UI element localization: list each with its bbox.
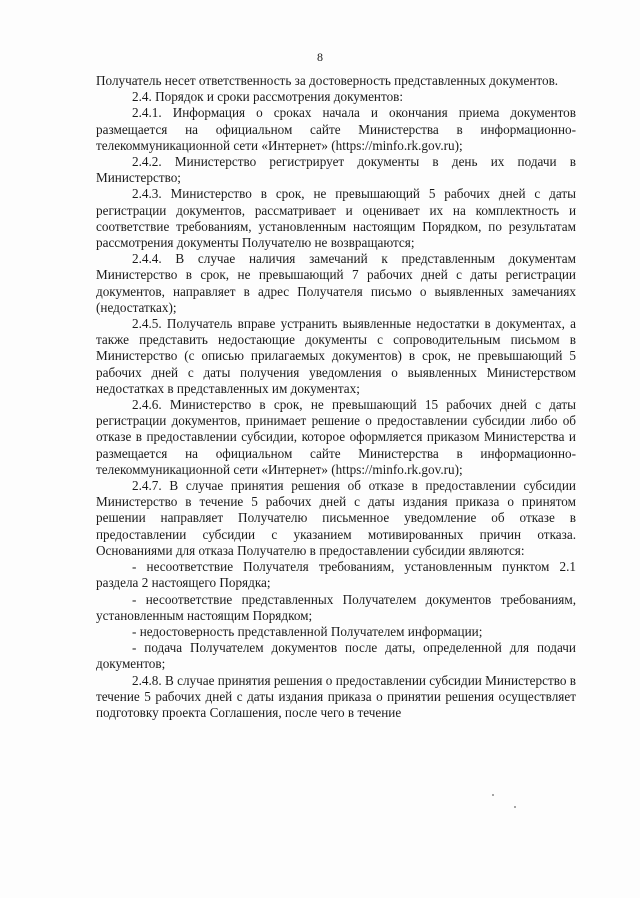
paragraph: 2.4.7. В случае принятия решения об отказе в предоставлении субсидии Министерство в течение 5 рабочих дней с даты издания приказа о принятом решении направляет Получателю письменное уведомление об отказе в предоставлении субсидии с указанием мотивированных причин отказа. Основаниями для отказа Получателю в предоставлении субсидии являются: [96,478,576,558]
list-item: - несоответствие Получателя требованиям, установленным пунктом 2.1 раздела 2 настоящего Порядка; [96,559,576,591]
paragraph: 2.4.8. В случае принятия решения о предоставлении субсидии Министерство в течение 5 рабочих дней с даты издания приказа о принятии решения осуществляет подготовку проекта Соглашения, после чего в течение [96,672,576,720]
scan-speck [492,794,494,796]
list-item: - несоответствие представленных Получателем документов требованиям, установленным настоящим Порядком; [96,591,576,623]
paragraph: 2.4.3. Министерство в срок, не превышающий 5 рабочих дней с даты регистрации документов, рассматривает и оценивает их на комплектность и соответствие требованиям, установленным настоящим Порядком, по результатам рассмотрения документы Получателю не возвращаются; [96,186,576,251]
paragraph: 2.4.2. Министерство регистрирует документы в день их подачи в Министерство; [96,154,576,186]
paragraph: Получатель несет ответственность за достоверность представленных документов. [96,73,559,88]
page-number: 8 [317,50,323,64]
section-heading: 2.4. Порядок и сроки рассмотрения документов: [132,89,404,105]
paragraph: 2.4.1. Информация о сроках начала и окончания приема документов размещается на официальном сайте Министерства в информационно-телекоммуникационной сети «Интернет» (https://minfo.rk.gov.ru); [96,105,576,153]
paragraph: 2.4.4. В случае наличия замечаний к представленным документам Министерство в срок, не превышающий 7 рабочих дней с даты регистрации документов, направляет в адрес Получателя письмо о выявленных замечаниях (недостатках); [96,251,576,315]
list-item: - недостоверность представленной Получателем информации; [132,623,483,639]
document-body [96,73,576,721]
list-item: - подача Получателем документов после даты, определенной для подачи документов; [96,640,576,672]
paragraph: 2.4.5. Получатель вправе устранить выявленные недостатки в документах, а также представить недостающие документы с сопроводительным письмом в Министерство (с описью прилагаемых документов) в срок, не превышающий 5 рабочих дней с даты получения уведомления о выявленных Министерством недостатках в представленных им документах; [96,316,576,396]
paragraph: 2.4.6. Министерство в срок, не превышающий 15 рабочих дней с даты регистрации документов, принимает решение о предоставлении субсидии либо об отказе в предоставлении субсидии, которое оформляется приказом Министерства и размещается на официальном сайте Министерства в информационно-телекоммуникационной сети «Интернет» (https://minfo.rk.gov.ru); [96,397,576,477]
scan-speck [514,806,516,808]
